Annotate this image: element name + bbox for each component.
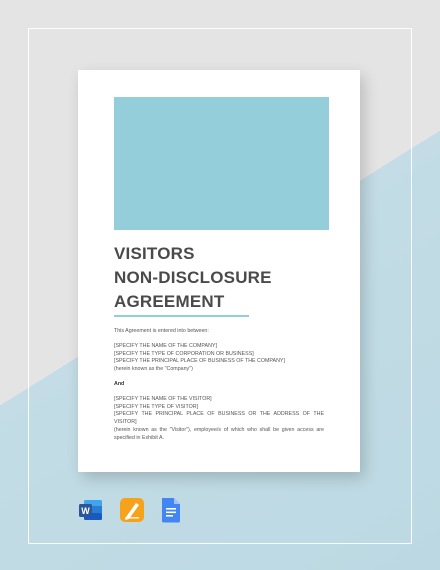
svg-text:W: W xyxy=(81,506,90,516)
company-line: [SPECIFY THE NAME OF THE COMPANY] xyxy=(114,342,217,349)
title-line-2: NON-DISCLOSURE xyxy=(114,268,272,287)
and-label: And xyxy=(114,380,125,387)
visitor-line: [SPECIFY THE TYPE OF VISITOR] xyxy=(114,403,199,410)
visitor-line: [SPECIFY THE PRINCIPAL PLACE OF BUSINESS OR THE ADDRESS OF THE VISITOR] xyxy=(114,411,324,426)
document-title xyxy=(114,242,344,314)
cover-image-placeholder xyxy=(114,97,329,230)
apple-pages-icon[interactable] xyxy=(119,497,143,523)
title-line-1: VISITORS xyxy=(114,244,195,263)
google-docs-icon[interactable] xyxy=(159,497,183,523)
title-underline xyxy=(114,315,249,317)
company-line: [SPECIFY THE PRINCIPAL PLACE OF BUSINESS OF THE COMPANY] xyxy=(114,358,285,365)
company-line: [SPECIFY THE TYPE OF CORPORATION OR BUSINESS] xyxy=(114,350,254,357)
title-line-3: AGREEMENT xyxy=(114,292,225,311)
microsoft-word-icon[interactable] xyxy=(78,497,102,523)
intro-text: This Agreement is entered into between: xyxy=(114,328,209,334)
document-body xyxy=(114,328,324,443)
visitor-line: (herein known as the "Visitor"), employee/s of which who shall be given access are specified in Exhibit A. xyxy=(114,426,324,441)
document-page xyxy=(78,70,360,472)
visitor-line: [SPECIFY THE NAME OF THE VISITOR] xyxy=(114,395,212,402)
company-line: (herein known as the "Company") xyxy=(114,366,193,373)
